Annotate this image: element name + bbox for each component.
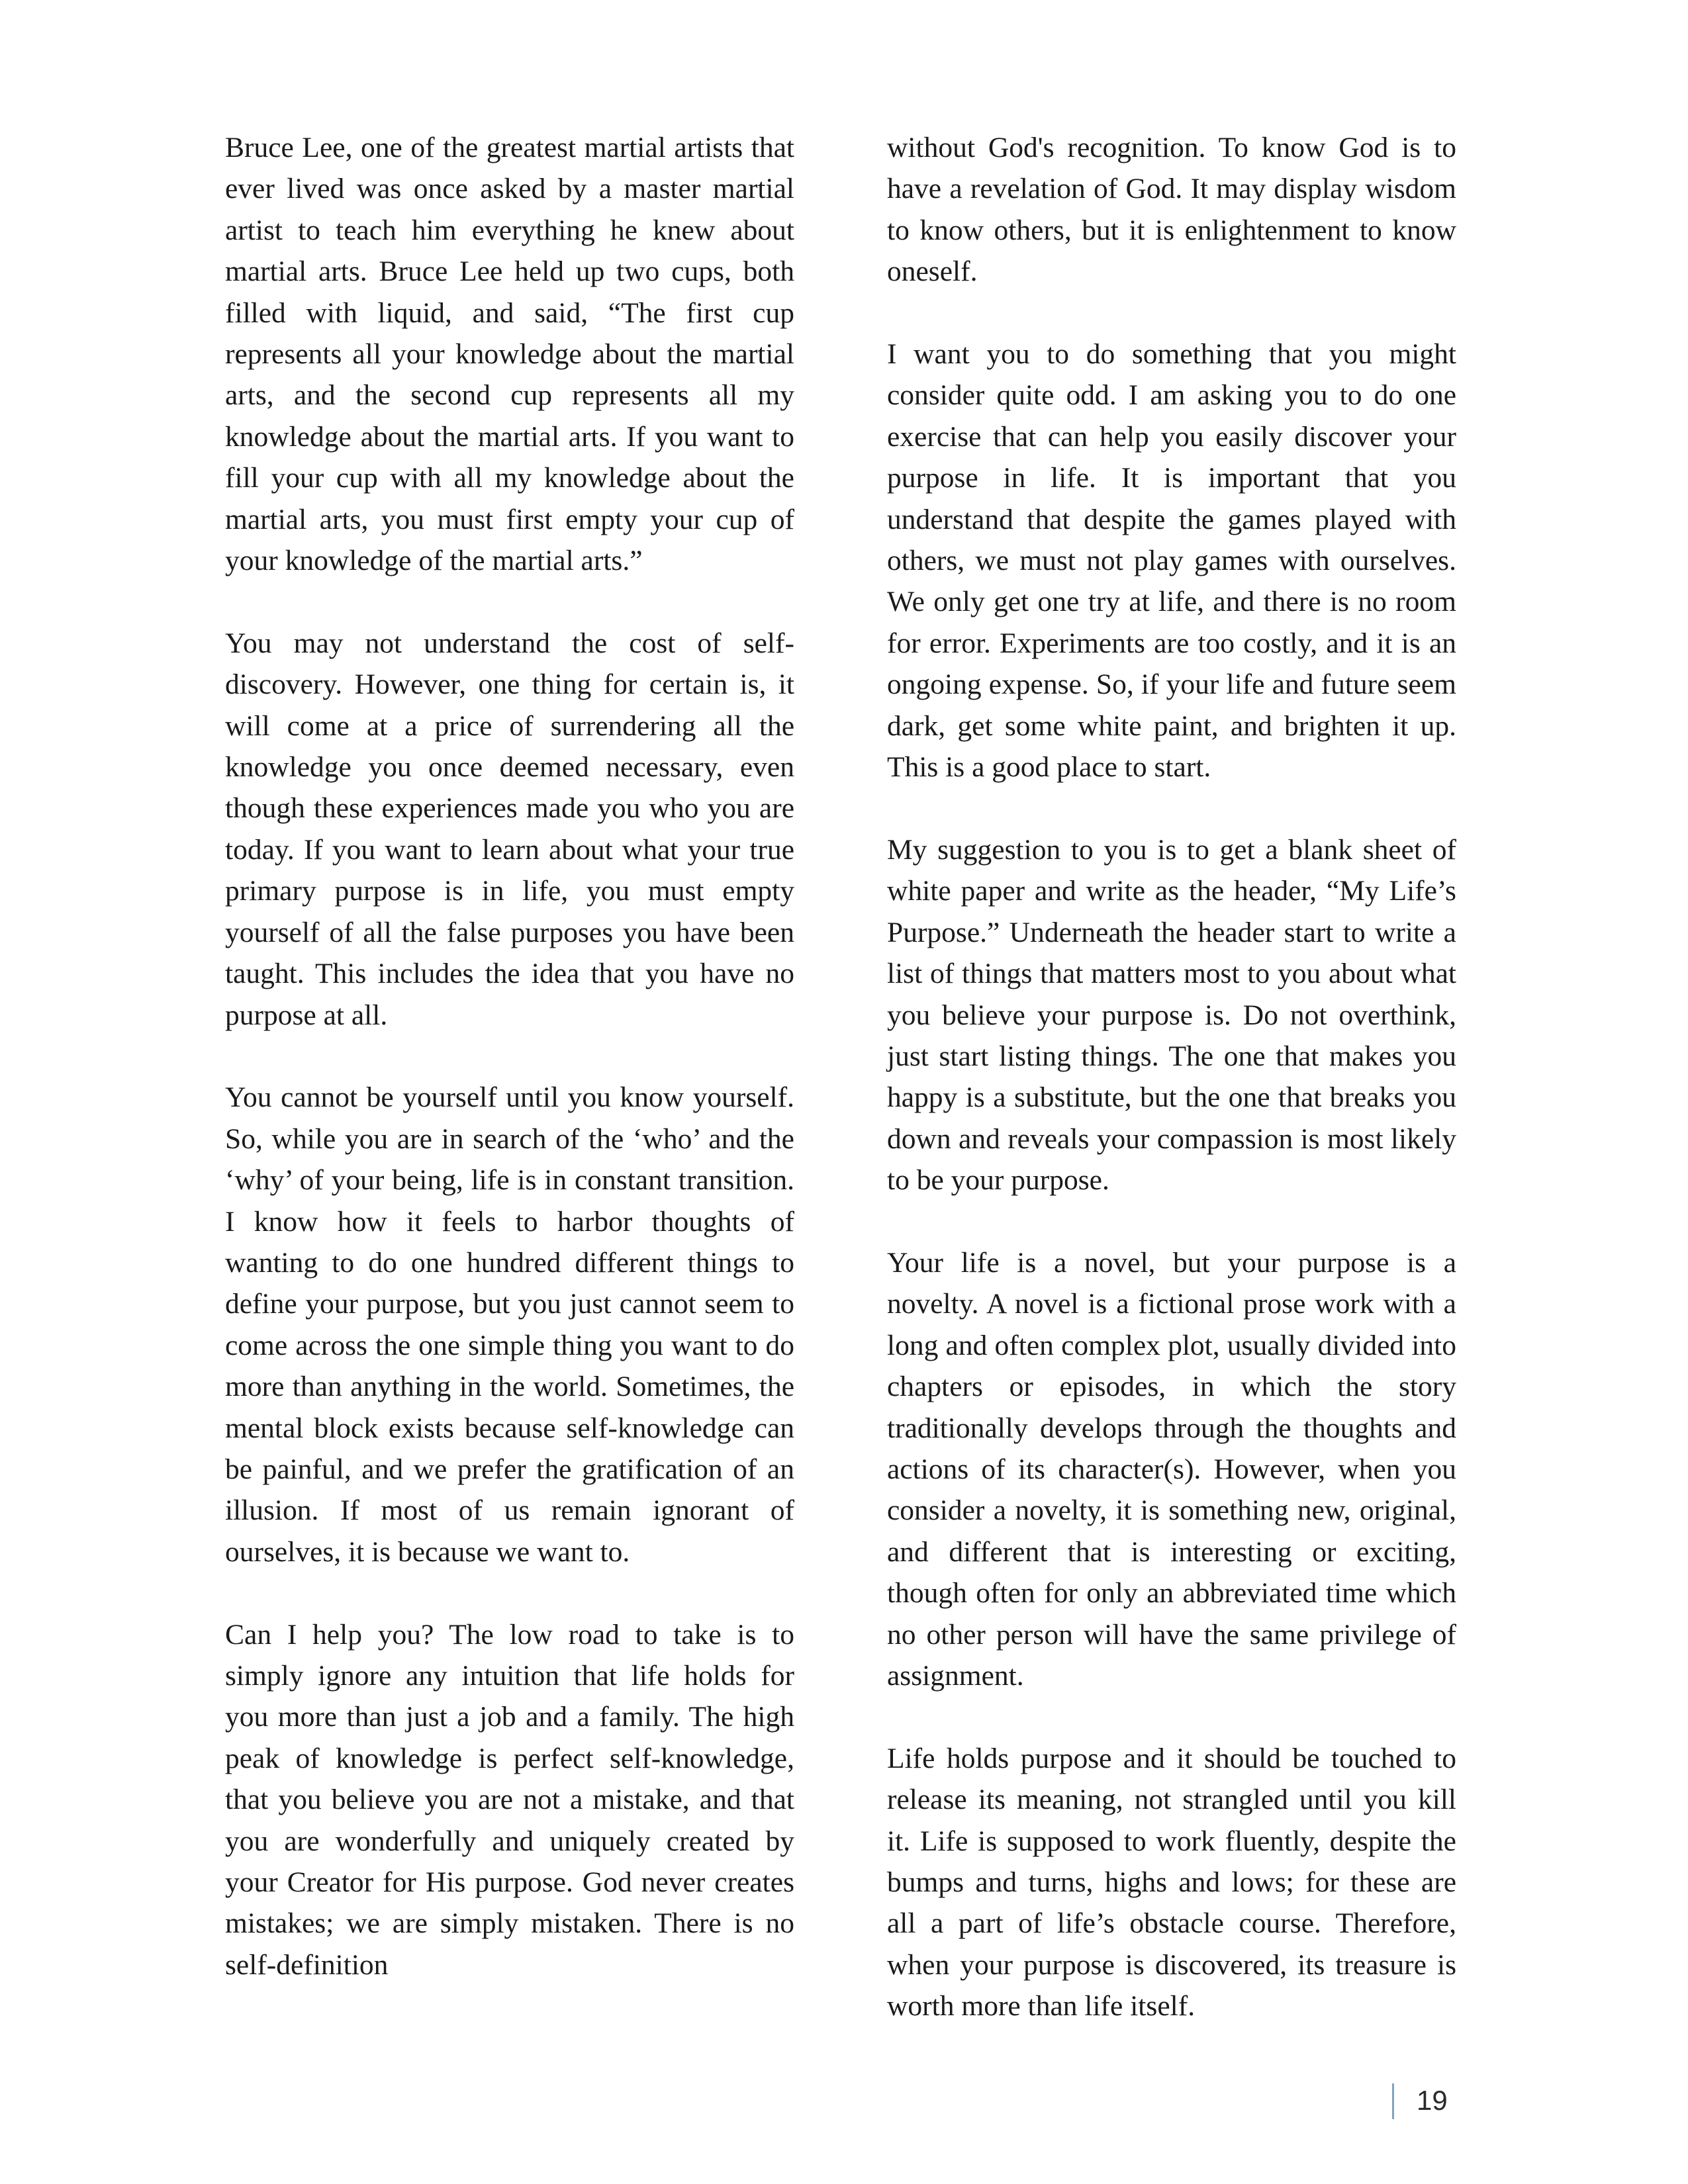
paragraph-odd-exercise: I want you to do something that you might consider quite odd. I am asking you to do one exercise that can help you easily discover your purpose in life. It is important that you understand that despite the games played with others, we must not play games with ourselves. We only get one try at life, and there is no room for error. Experiments are too costly, and it is an ongoing expense. So, if your life and future seem dark, get some white paint, and brighten it up. This is a good place to start. — [887, 338, 1456, 784]
paragraph-know-yourself: You cannot be yourself until you know yourself. So, while you are in search of the ‘who’ and the ‘why’ of your being, life is in constant transition. I know how it feels to harbor thoughts of wanting to do one hundred different things to define your purpose, but you just cannot seem to come across the one simple thing you want to do more than anything in the world. Sometimes, the mental block exists because self-knowledge can be painful, and we prefer the gratification of an illusion. If most of us remain ignorant of ourselves, it is because we want to. — [225, 1081, 794, 1568]
paragraph-gods-recognition: without God's recognition. To know God is to have a revelation of God. It may display wisdom to know others, but it is enlightenment to know oneself. — [887, 132, 1456, 288]
paragraph-cost-of-self-discovery: You may not understand the cost of self-discovery. However, one thing for certain is, it will come at a price of surrendering all the knowledge you once deemed necessary, even though these experiences made you who you are today. If you want to learn about what your true primary purpose is in life, you must empty yourself of all the false purposes you have been taught. This includes the idea that you have no purpose at all. — [225, 627, 794, 1031]
footer-divider-rule — [1392, 2083, 1394, 2119]
paragraph-blank-sheet-suggestion: My suggestion to you is to get a blank sheet of white paper and write as the header, “My Life’s Purpose.” Underneath the header start to write a list of things that matters most to you about what you believe your purpose is. Do not overthink, just start listing things. The one that makes you happy is a substitute, but the one that breaks you down and reveals your compassion is most likely to be your purpose. — [887, 833, 1456, 1197]
paragraph-bruce-lee-cups: Bruce Lee, one of the greatest martial artists that ever lived was once asked by a master martial artist to teach him everything he knew about martial arts. Bruce Lee held up two cups, both filled with liquid, and said, “The first cup represents all your knowledge about the martial arts, and the second cup represents all my knowledge about the martial arts. If you want to fill your cup with all my knowledge about the martial arts, you must first empty your cup of your knowledge of the martial arts.” — [225, 132, 794, 577]
paragraph-life-holds-purpose: Life holds purpose and it should be touched to release its meaning, not strangled until you kill it. Life is supposed to work fluently, despite the bumps and turns, highs and lows; for these are all a part of life’s obstacle course. Therefore, when your purpose is discovered, its treasure is worth more than life itself. — [887, 1742, 1456, 2023]
right-column — [887, 127, 1456, 2027]
page-number: 19 — [1417, 2085, 1448, 2116]
paragraph-can-i-help-you: Can I help you? The low road to take is to simply ignore any intuition that life holds for you more than just a job and a family. The high peak of knowledge is perfect self-knowledge, that you believe you are not a mistake, and that you are wonderfully and uniquely created by your Creator for His purpose. God never creates mistakes; we are simply mistaken. There is no self-definition — [225, 1618, 794, 1981]
left-column — [225, 127, 794, 1985]
paragraph-novel-and-novelty: Your life is a novel, but your purpose is a novelty. A novel is a fictional prose work with a long and often complex plot, usually divided into chapters or episodes, in which the story traditionally develops through the thoughts and actions of its character(s). However, when you consider a novelty, it is something new, original, and different that is interesting or exciting, though often for only an abbreviated time which no other person will have the same privilege of assignment. — [887, 1246, 1456, 1692]
